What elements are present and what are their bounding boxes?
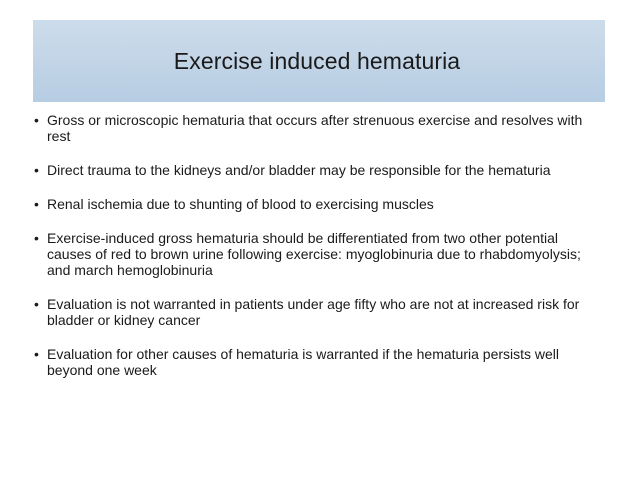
bullet-item xyxy=(34,346,606,378)
bullet-symbol: • xyxy=(34,346,39,362)
bullet-item xyxy=(34,112,606,144)
bullet-symbol: • xyxy=(34,230,39,246)
slide-title: Exercise induced hematuria xyxy=(173,47,461,74)
bullet-text: Evaluation for other causes of hematuria is warranted if the hematuria persists well beyond one week xyxy=(47,346,560,378)
bullet-symbol: • xyxy=(34,196,39,212)
bullet-text: Exercise-induced gross hematuria should be differentiated from two other potential causes of red to brown urine following exercise: myoglobinuria due to rhabdomyolysis; and march hemoglobinuria xyxy=(47,230,581,278)
bullet-item xyxy=(34,162,606,178)
bullet-symbol: • xyxy=(34,112,39,128)
bullet-text: Gross or microscopic hematuria that occurs after strenuous exercise and resolves with rest xyxy=(47,112,583,144)
bullet-item xyxy=(34,196,606,212)
bullet-text: Direct trauma to the kidneys and/or bladder may be responsible for the hematuria xyxy=(47,162,551,178)
bullet-symbol: • xyxy=(34,162,39,178)
bullet-symbol: • xyxy=(34,296,39,312)
bullet-list xyxy=(34,112,606,396)
bullet-item xyxy=(34,230,606,278)
bullet-text: Evaluation is not warranted in patients under age fifty who are not at increased risk for bladder or kidney cancer xyxy=(47,296,580,328)
title-band xyxy=(33,20,605,102)
bullet-item xyxy=(34,296,606,328)
bullet-text: Renal ischemia due to shunting of blood to exercising muscles xyxy=(47,196,434,212)
